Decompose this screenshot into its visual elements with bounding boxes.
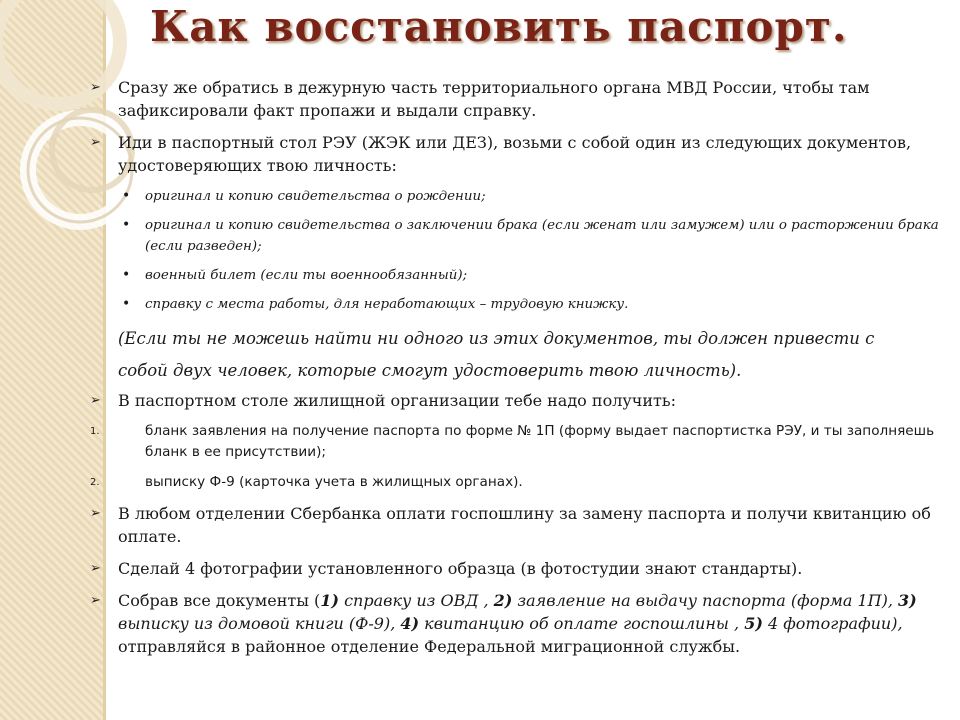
sub-item-text: оригинал и копию свидетельства о заключении брака (если женат или замужем) или о расторжении брака (если разведен);	[145, 218, 939, 254]
list-item	[90, 76, 940, 122]
numbered-item-text: бланк заявления на получение паспорта по форме № 1П (форму выдает паспортистка РЭУ, и ты заполняешь бланк в ее присутствии);	[145, 423, 935, 460]
list-item-final	[90, 589, 940, 658]
doc-text: квитанцию об оплате госпошлины ,	[419, 614, 745, 633]
doc-number: 2)	[493, 591, 513, 610]
note-paragraph	[90, 323, 940, 387]
item-text: В любом отделении Сбербанка оплати госпошлину за замену паспорта и получи квитанцию об оплате.	[118, 504, 931, 546]
arrow-bullet-icon: ➢	[90, 593, 101, 608]
final-post: отправляйся в районное отделение Федеральной миграционной службы.	[118, 637, 741, 656]
dot-bullet-icon: •	[122, 217, 131, 233]
sub-list-item	[90, 265, 940, 286]
list-item	[90, 131, 940, 177]
item-number: 1.	[90, 426, 100, 437]
page-title: Как восстановить паспорт.	[150, 2, 848, 51]
note-line: (Если ты не можешь найти ни одного из этих документов, ты должен привести с	[118, 329, 875, 348]
dot-bullet-icon: •	[122, 188, 131, 204]
sub-item-text: военный билет (если ты военнообязанный);	[145, 268, 468, 283]
arrow-bullet-icon: ➢	[90, 561, 101, 576]
item-text: В паспортном столе жилищной организации тебе надо получить:	[118, 391, 676, 410]
doc-text: справку из ОВД ,	[339, 591, 494, 610]
list-item	[90, 557, 940, 580]
item-text: Иди в паспортный стол РЭУ (ЖЭК или ДЕЗ), возьми с собой один из следующих документов, удостоверяющих твою личность:	[118, 133, 912, 175]
note-line: собой двух человек, которые смогут удостоверить твою личность).	[118, 361, 742, 380]
numbered-item	[90, 421, 940, 463]
item-text: Сразу же обратись в дежурную часть территориального органа МВД России, чтобы там зафиксировали факт пропажи и выдали справку.	[118, 78, 870, 120]
sub-list-item	[90, 294, 940, 315]
sub-list-item	[90, 186, 940, 207]
content-body	[90, 76, 940, 667]
doc-text: 4 фотографии),	[762, 614, 903, 633]
doc-text: заявление на выдачу паспорта (форма 1П),	[512, 591, 899, 610]
doc-number: 3)	[898, 591, 917, 610]
arrow-bullet-icon: ➢	[90, 135, 101, 150]
sub-item-text: оригинал и копию свидетельства о рождении;	[145, 189, 486, 204]
numbered-item-text: выписку Ф-9 (карточка учета в жилищных органах).	[145, 474, 523, 490]
arrow-bullet-icon: ➢	[90, 506, 101, 521]
dot-bullet-icon: •	[122, 296, 131, 312]
sub-item-text: справку с места работы, для неработающих – трудовую книжку.	[145, 297, 629, 312]
list-item	[90, 389, 940, 412]
doc-number: 5)	[744, 614, 763, 633]
doc-number: 1)	[320, 591, 339, 610]
item-number: 2.	[90, 477, 100, 488]
doc-number: 4)	[400, 614, 420, 633]
numbered-item	[90, 472, 940, 493]
sub-list-item	[90, 215, 940, 257]
item-text: Сделай 4 фотографии установленного образца (в фотостудии знают стандарты).	[118, 559, 803, 578]
dot-bullet-icon: •	[122, 267, 131, 283]
list-item	[90, 502, 940, 548]
arrow-bullet-icon: ➢	[90, 393, 101, 408]
doc-text: выписку из домовой книги (Ф-9),	[118, 614, 401, 633]
final-pre: Собрав все документы (	[118, 591, 321, 610]
arrow-bullet-icon: ➢	[90, 80, 101, 95]
